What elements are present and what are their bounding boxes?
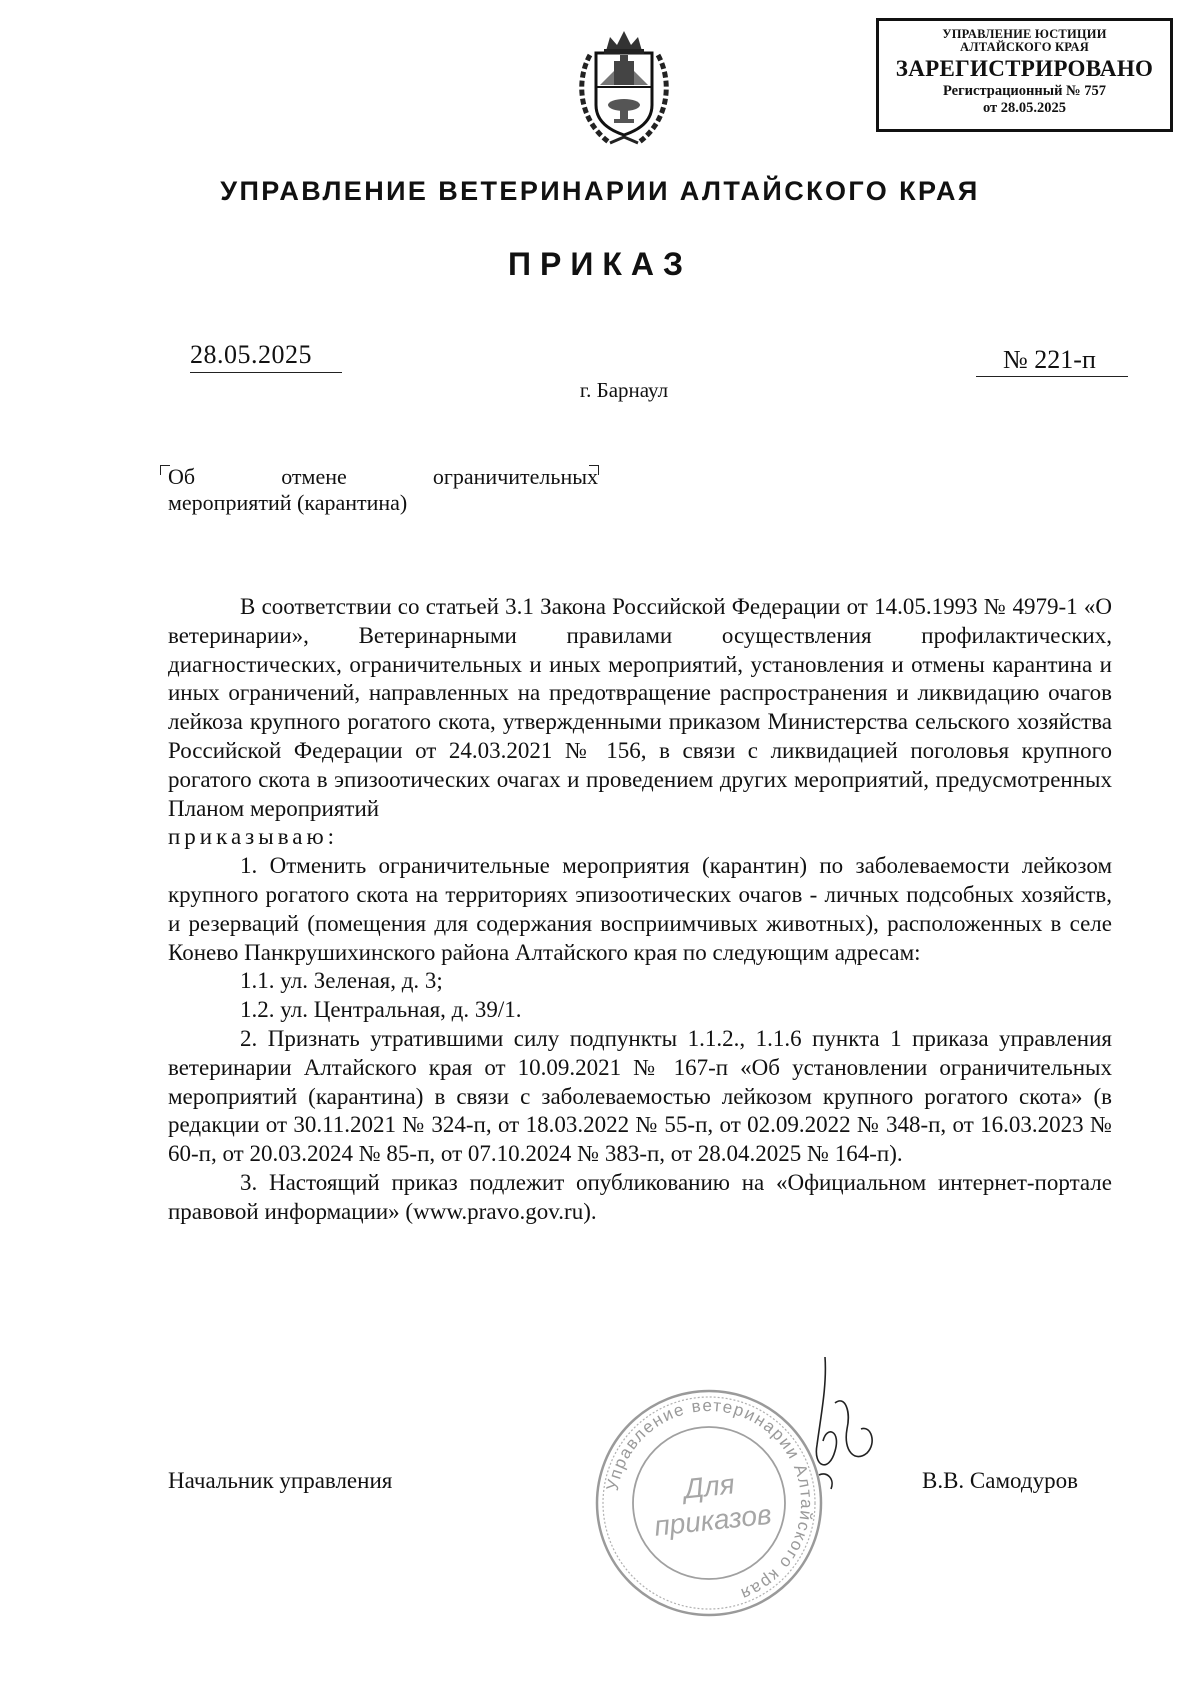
document-number: № 221-п xyxy=(1003,345,1096,374)
date-underline xyxy=(190,372,342,373)
seal-center-line-1: Для xyxy=(682,1468,736,1505)
coat-of-arms-emblem xyxy=(570,25,678,153)
order-word: приказываю: xyxy=(168,824,339,850)
item-2-paragraph: 2. Признать утратившими силу подпункты 1.1.2., 1.1.6 пункта 1 приказа управления ветеринарии Алтайского края от 10.09.2021 № 167-п «Об установлении ограничительных мероприятий (карантина) в связи с заболеваемостью лейкозом крупного рогатого скота» (в редакции от 30.11.2021 № 324-п, от 18.03.2022 № 55-п, от 02.09.2022 № 348-п, от 16.03.2023 № 60-п, от 20.03.2024 № 85-п, от 07.10.2024 № 383-п, от 28.04.2025 № 164-п). xyxy=(168,1025,1112,1167)
stamp-status: ЗАРЕГИСТРИРОВАНО xyxy=(895,56,1154,81)
seal-center-line-2: приказов xyxy=(652,1498,773,1542)
document-body xyxy=(168,593,1112,1227)
handwritten-signature xyxy=(805,1355,885,1505)
organization-title: УПРАВЛЕНИЕ ВЕТЕРИНАРИИ АЛТАЙСКОГО КРАЯ xyxy=(220,176,980,206)
signer-position: Начальник управления xyxy=(168,1468,393,1493)
item-1-paragraph: 1. Отменить ограничительные мероприятия (карантин) по заболеваемости лейкозом крупного рогатого скота на территориях эпизоотических очагов - личных подсобных хозяйств, и резерваций (помещения для содержания восприимчивых животных), расположенных в селе Конево Панкрушихинского района Алтайского края по следующим адресам: xyxy=(168,853,1112,965)
registration-stamp xyxy=(876,18,1173,132)
official-seal xyxy=(590,1384,828,1622)
stamp-reg-number: Регистрационный № 757 xyxy=(942,83,1106,99)
number-underline xyxy=(976,376,1128,377)
item-1-2-paragraph: 1.2. ул. Центральная, д. 39/1. xyxy=(240,997,522,1023)
stamp-line-authority: УПРАВЛЕНИЕ ЮСТИЦИИ xyxy=(942,27,1107,41)
stamp-line-region: АЛТАЙСКОГО КРАЯ xyxy=(960,40,1089,54)
subject-word: ограничительных xyxy=(432,464,598,489)
item-1-1-paragraph: 1.1. ул. Зеленая, д. 3; xyxy=(240,968,443,994)
subject-word: Об xyxy=(168,464,196,489)
document-city: г. Барнаул xyxy=(579,378,669,402)
subject-word: отмене xyxy=(281,464,347,489)
preamble-paragraph: В соответствии со статьей 3.1 Закона Российской Федерации от 14.05.1993 № 4979-1 «О ветеринарии», Ветеринарными правилами осуществления профилактических, диагностических, ограничительных и иных мероприятий, установления и отмены карантина и иных ограничений, направленных на предотвращение распространения и ликвидацию очагов лейкоза крупного рогатого скота, утвержденными приказом Министерства сельского хозяйства Российской Федерации от 24.03.2021 № 156, в связи с ликвидацией поголовья крупного рогатого скота в эпизоотических очагах и проведением других мероприятий, предусмотренных Планом мероприятий xyxy=(168,594,1112,821)
subject-line-2: мероприятий (карантина) xyxy=(168,490,408,515)
stamp-reg-date: от 28.05.2025 xyxy=(982,100,1067,116)
document-date: 28.05.2025 xyxy=(190,340,312,369)
seal-ring-text: Управление ветеринарии Алтайского края xyxy=(602,1395,817,1605)
document-type: ПРИКАЗ xyxy=(507,246,693,282)
signer-name: В.В. Самодуров xyxy=(922,1468,1078,1493)
document-subject xyxy=(168,464,598,516)
item-3-paragraph: 3. Настоящий приказ подлежит опубликованию на «Официальном интернет-портале правовой информации» (www.pravo.gov.ru). xyxy=(168,1169,1112,1224)
